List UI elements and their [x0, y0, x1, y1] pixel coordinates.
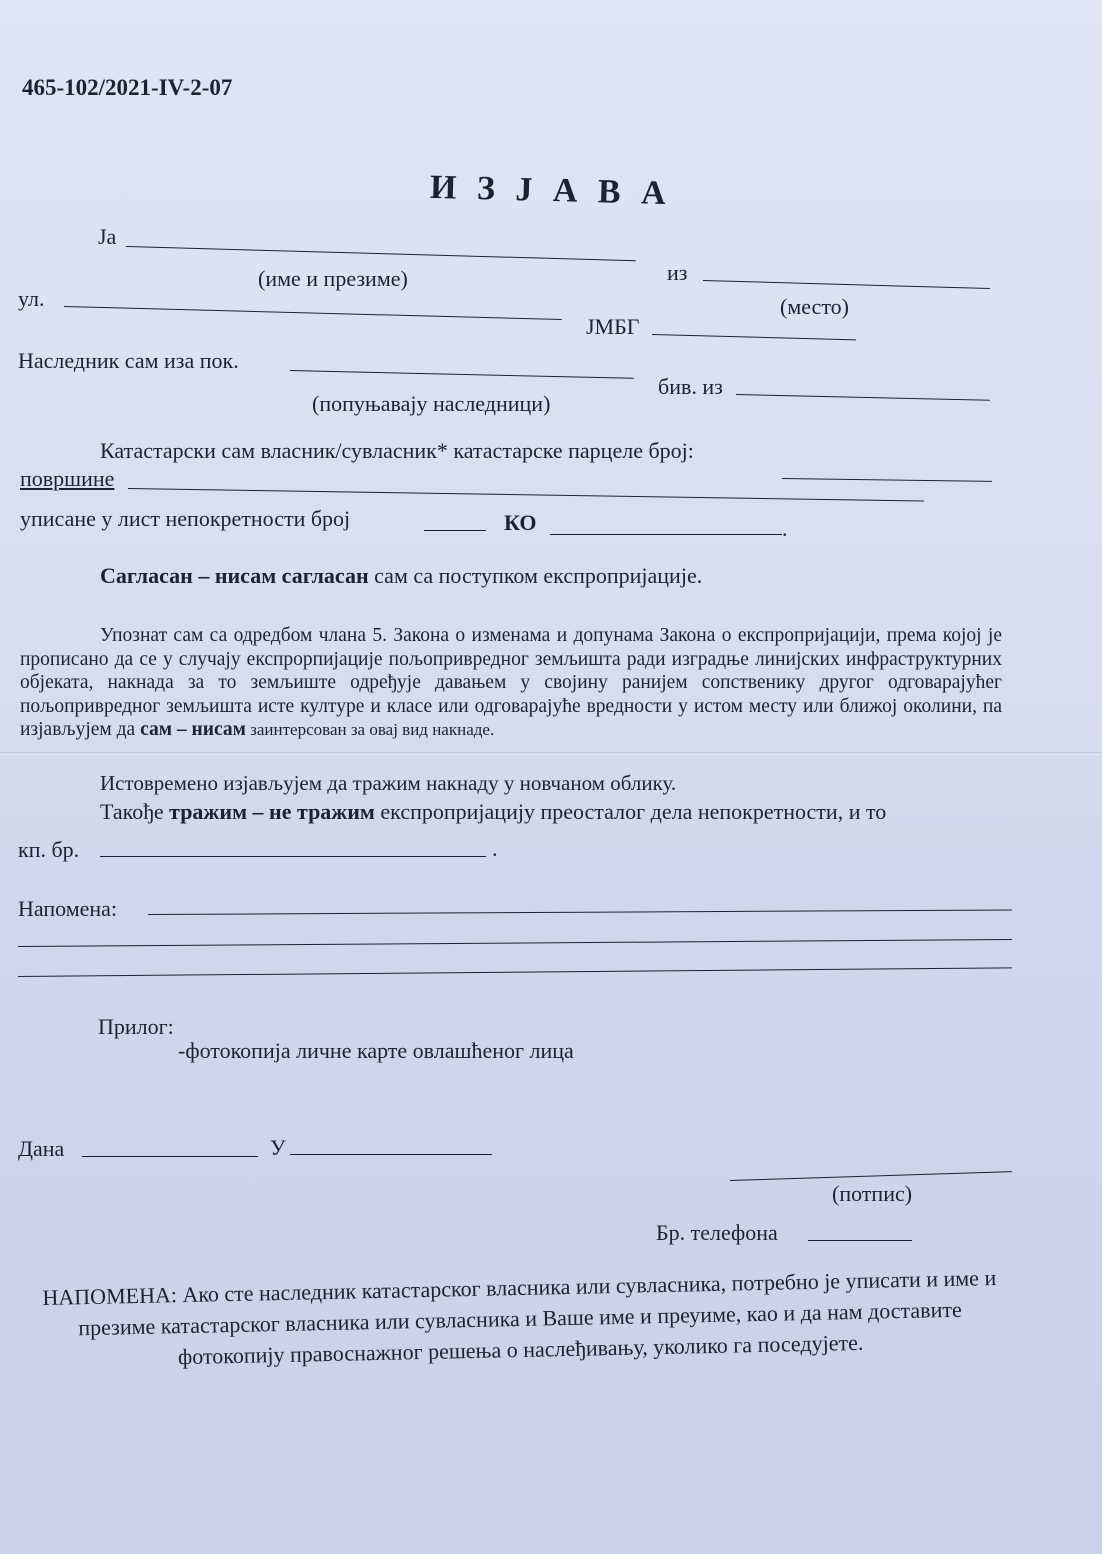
kp-field[interactable]	[100, 856, 486, 857]
cadastral-owner-text: Катастарски сам власник/сувласник* катастарске парцеле број:	[100, 438, 694, 463]
period-1: .	[782, 516, 788, 541]
place-at-label: У	[270, 1135, 286, 1160]
former-from-field[interactable]	[736, 394, 990, 401]
street-label: ул.	[18, 286, 45, 311]
heir-hint: (попуњавају наследници)	[312, 391, 551, 416]
street-field[interactable]	[64, 306, 562, 320]
ja-label: Ја	[98, 224, 117, 249]
place-hint: (место)	[780, 294, 849, 319]
phone-field[interactable]	[808, 1240, 912, 1241]
area-field[interactable]	[128, 488, 924, 502]
area-label: површине	[20, 466, 115, 491]
place-at-field[interactable]	[290, 1154, 492, 1155]
parcel-number-field[interactable]	[782, 478, 992, 482]
property-sheet-field[interactable]	[424, 530, 486, 531]
napomena-line-2[interactable]	[18, 939, 1012, 947]
prilog-label: Прилог:	[98, 1014, 174, 1039]
jmbg-label: ЈМБГ	[586, 314, 640, 339]
agree-statement: Сагласан – нисам сагласан сам са поступком експропријације.	[100, 563, 703, 588]
page-title: И З Ј А В А	[429, 168, 673, 213]
napomena-line-3[interactable]	[18, 967, 1012, 977]
paper-fold	[0, 752, 1102, 755]
name-hint: (име и презиме)	[258, 266, 408, 291]
footer-note: НАПОМЕНА: Ако сте наследник катастарског власника или сувласника, потребно је уписати и име и презиме катастарског власника или сувласника и Ваше име и преуиме, као и да нам доставите фотокопију правоснажног решења о наслеђивању, уколико га поседујете.	[42, 1265, 997, 1370]
reference-number: 465-102/2021-IV-2-07	[22, 75, 233, 100]
registered-label: уписане у лист непокретности број	[20, 506, 351, 531]
date-field[interactable]	[82, 1156, 258, 1157]
date-label: Дана	[18, 1136, 65, 1161]
kp-label: кп. бр.	[18, 837, 80, 862]
prilog-item: -фотокопија личне карте овлашћеног лица	[178, 1038, 574, 1063]
heir-field[interactable]	[290, 370, 634, 379]
former-from-label: бив. из	[658, 374, 723, 399]
period-2: .	[492, 836, 498, 861]
signature-field[interactable]	[730, 1171, 1012, 1181]
phone-label: Бр. телефона	[656, 1220, 778, 1245]
expropriation-paragraph: Упознат сам са одредбом члана 5. Закона о изменама и допунама Закона о експропријацији, према којој је прописано да се у случају експрорпијације пољопривредног земљишта ради изградње линијских инфраструктурних објеката, накнада за то земљиште одређује давањем у својину ранијем сопственику другог одговарајућег пољопривредног земљишта исте културе и класе или одговарајуће вредности у истом месту или ближој околини, па изјављујем да сам – нисам заинтерсован за овај вид накнаде.	[20, 625, 1002, 740]
heir-label: Наследник сам иза пок.	[18, 348, 239, 373]
napomena-label: Напомена:	[18, 896, 118, 921]
jmbg-field[interactable]	[652, 334, 856, 340]
signature-hint: (потпис)	[832, 1181, 913, 1206]
place-field[interactable]	[703, 280, 990, 289]
name-field[interactable]	[126, 246, 636, 261]
also-statement: Такође тражим – не тражим експропријацију преосталог дела непокретности, и то	[100, 799, 887, 824]
napomena-line-1[interactable]	[148, 909, 1012, 915]
ko-label: КО	[504, 510, 537, 535]
simultaneous-statement: Истовремено изјављујем да тражим накнаду у новчаном облику.	[100, 771, 677, 795]
ko-field[interactable]	[550, 534, 782, 535]
from-label: из	[667, 260, 688, 285]
